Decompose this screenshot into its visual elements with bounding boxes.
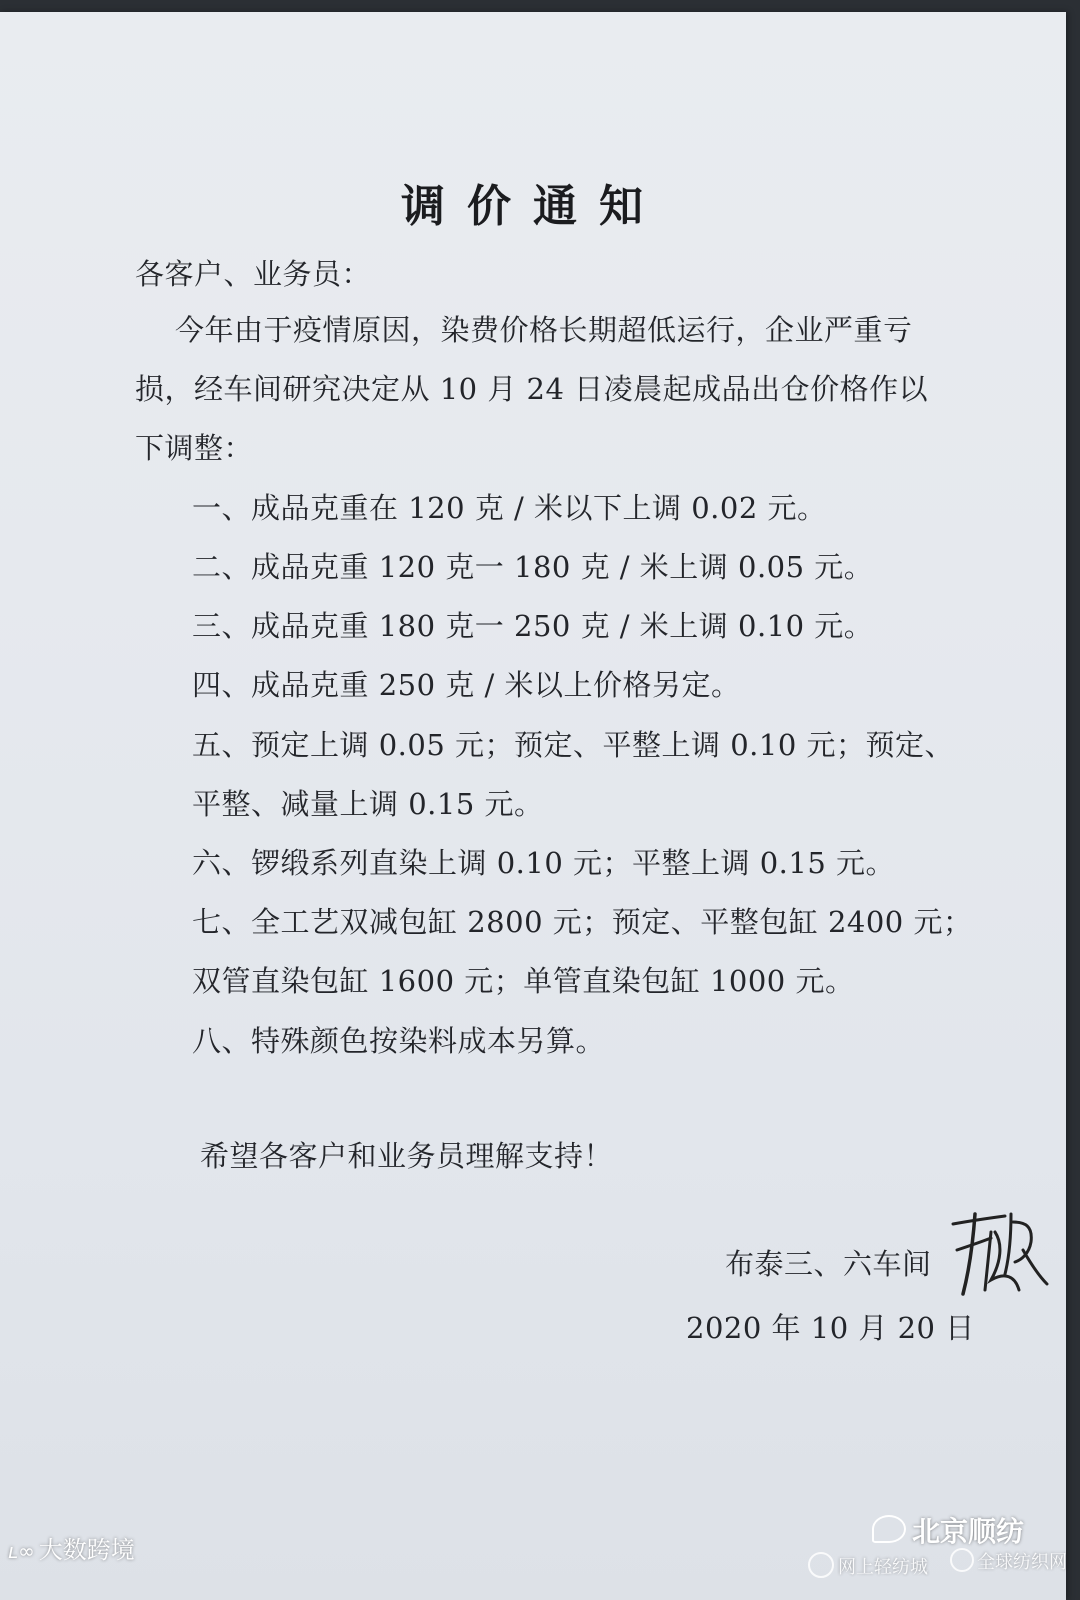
closing-line: 希望各客户和业务员理解支持！ bbox=[200, 1139, 614, 1173]
notice-paper bbox=[0, 12, 1066, 1600]
notice-title: 调价通知 bbox=[401, 181, 665, 232]
watermark-bottom-right-1 bbox=[808, 1552, 928, 1579]
item-2: 二、成品克重 120 克一 180 克 / 米上调 0.05 元。 bbox=[192, 550, 874, 584]
intro-line-3: 下调整： bbox=[135, 431, 254, 465]
intro-line-2: 损，经车间研究决定从 10 月 24 日凌晨起成品出仓价格作以 bbox=[135, 372, 929, 406]
wechat-icon bbox=[872, 1515, 906, 1543]
issuer-name: 布泰三、六车间 bbox=[725, 1247, 932, 1281]
watermark-bottom-center bbox=[872, 1510, 1024, 1550]
item-1: 一、成品克重在 120 克 / 米以下上调 0.02 元。 bbox=[192, 491, 827, 525]
watermark-bottom-right-2-text: 全球纺织网 bbox=[977, 1552, 1067, 1573]
item-4: 四、成品克重 250 克 / 米以上价格另定。 bbox=[192, 668, 741, 702]
salutation: 各客户、业务员： bbox=[135, 257, 372, 291]
item-8: 八、特殊颜色按染料成本另算。 bbox=[192, 1024, 606, 1058]
watermark-bottom-left-text: 大数跨境 bbox=[38, 1536, 135, 1564]
item-6: 六、锣缎系列直染上调 0.10 元；平整上调 0.15 元。 bbox=[192, 846, 896, 880]
item-7: 七、全工艺双减包缸 2800 元；预定、平整包缸 2400 元； bbox=[192, 905, 973, 939]
intro-line-1: 今年由于疫情原因，染费价格长期超低运行，企业严重亏 bbox=[175, 313, 913, 347]
item-5: 五、预定上调 0.05 元；预定、平整上调 0.10 元；预定、 bbox=[192, 728, 955, 762]
watermark-bottom-center-text: 北京顺纺 bbox=[912, 1515, 1025, 1548]
watermark-logo-icon: ʟ∞ bbox=[8, 1539, 35, 1563]
item-3: 三、成品克重 180 克一 250 克 / 米上调 0.10 元。 bbox=[192, 609, 874, 643]
item-7-continued: 双管直染包缸 1600 元；单管直染包缸 1000 元。 bbox=[192, 964, 855, 998]
handwritten-signature bbox=[945, 1202, 1050, 1307]
notice-date: 2020 年 10 月 20 日 bbox=[686, 1311, 975, 1345]
watermark-bottom-left bbox=[8, 1530, 135, 1565]
watermark-bottom-right-2 bbox=[950, 1548, 1067, 1574]
item-5-continued: 平整、减量上调 0.15 元。 bbox=[192, 787, 544, 821]
qfc-logo-icon bbox=[808, 1552, 834, 1578]
globe-icon bbox=[950, 1548, 974, 1572]
watermark-bottom-right-1-text: 网上轻纺城 bbox=[838, 1557, 928, 1578]
